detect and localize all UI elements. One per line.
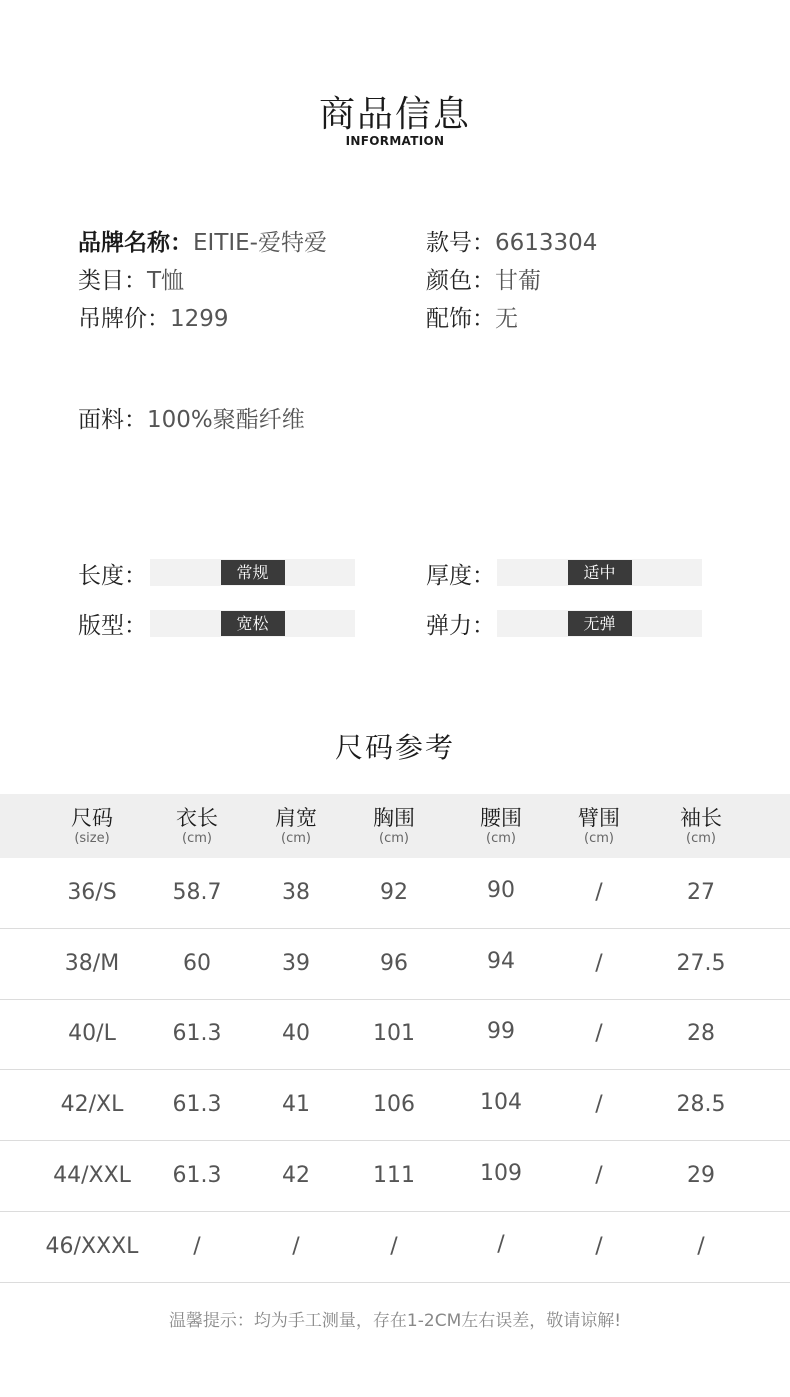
attr-fit-label: 版型： xyxy=(78,613,147,639)
attr-thickness-label: 厚度： xyxy=(426,563,495,589)
column-header-unit: (size) xyxy=(74,831,110,846)
table-row xyxy=(0,1212,790,1283)
table-cell: 38 xyxy=(282,880,310,905)
table-cell: 109 xyxy=(480,1160,522,1186)
table-cell: 27.5 xyxy=(676,950,726,976)
attr-length-chip: 常规 xyxy=(221,560,285,585)
column-header-unit: (cm) xyxy=(281,831,311,846)
column-header-unit: (cm) xyxy=(486,831,516,846)
table-cell: 99 xyxy=(487,1019,515,1045)
info-label: 款号： xyxy=(426,230,495,256)
table-cell: 90 xyxy=(487,878,515,903)
size-chart-title: 尺码参考 xyxy=(334,731,455,764)
column-header-unit: (cm) xyxy=(182,831,212,846)
measurement-note: 温馨提示：均为手工测量，存在1-2CM左右误差，敬请谅解! xyxy=(168,1311,622,1331)
table-cell: / xyxy=(292,1233,300,1259)
table-row xyxy=(0,858,790,929)
attr-elasticity-bar xyxy=(497,610,702,637)
table-cell: 40 xyxy=(282,1021,310,1047)
info-value: 1299 xyxy=(170,306,229,332)
table-cell: 61.3 xyxy=(172,1092,222,1118)
column-header xyxy=(451,794,551,847)
attr-length-bar xyxy=(150,559,355,586)
column-header xyxy=(147,794,247,847)
column-header-label: 衣长 xyxy=(176,806,218,830)
info-value: T恤 xyxy=(147,268,185,294)
column-header xyxy=(42,794,142,847)
attr-thickness-chip: 适中 xyxy=(568,560,632,585)
table-cell: 104 xyxy=(480,1090,522,1116)
column-header xyxy=(246,794,346,847)
table-cell: 28.5 xyxy=(676,1092,726,1118)
table-cell: 111 xyxy=(373,1162,415,1188)
table-cell: 94 xyxy=(487,948,515,974)
info-tag-price xyxy=(78,300,229,333)
table-row xyxy=(0,929,790,1000)
info-fabric xyxy=(78,401,305,434)
table-row xyxy=(0,1070,790,1141)
size-table-header xyxy=(0,794,790,858)
info-accessory xyxy=(426,300,518,333)
table-cell: 61.3 xyxy=(172,1021,222,1047)
column-header-label: 肩宽 xyxy=(275,806,317,830)
table-cell: / xyxy=(497,1231,505,1257)
info-value: 无 xyxy=(495,306,518,332)
table-cell: / xyxy=(193,1233,201,1259)
attr-elasticity-label: 弹力： xyxy=(426,613,495,639)
section-subtitle: INFORMATION xyxy=(345,134,445,148)
table-row xyxy=(0,999,790,1070)
info-label: 品牌名称： xyxy=(78,230,193,256)
table-cell: 101 xyxy=(373,1021,415,1047)
column-header-label: 尺码 xyxy=(71,806,113,830)
column-header-label: 腰围 xyxy=(480,806,522,830)
table-cell: 42 xyxy=(282,1162,310,1188)
table-cell: 36/S xyxy=(67,880,117,905)
column-header xyxy=(344,794,444,847)
table-cell: 40/L xyxy=(68,1021,116,1047)
column-header-label: 袖长 xyxy=(680,806,722,830)
column-header-label: 臂围 xyxy=(578,806,620,830)
table-cell: 38/M xyxy=(64,950,120,976)
table-cell: 44/XXL xyxy=(53,1162,131,1188)
table-cell: / xyxy=(595,880,603,905)
table-row xyxy=(0,1141,790,1212)
attr-fit-bar xyxy=(150,610,355,637)
info-value: 甘葡 xyxy=(495,268,541,294)
info-category xyxy=(78,262,184,295)
table-cell: 46/XXXL xyxy=(45,1233,139,1259)
table-cell: 96 xyxy=(380,950,408,976)
info-label: 颜色： xyxy=(426,268,495,294)
info-label: 类目： xyxy=(78,268,147,294)
column-header-label: 胸围 xyxy=(373,806,415,830)
info-label: 面料： xyxy=(78,407,147,433)
info-brand xyxy=(78,224,327,257)
attr-thickness-bar xyxy=(497,559,702,586)
table-cell: / xyxy=(595,1021,603,1047)
table-cell: 39 xyxy=(282,950,310,976)
table-cell: 92 xyxy=(380,880,408,905)
table-cell: 61.3 xyxy=(172,1162,222,1188)
table-cell: / xyxy=(697,1233,705,1259)
table-cell: 42/XL xyxy=(60,1092,124,1118)
table-cell: / xyxy=(595,1233,603,1259)
table-cell: 106 xyxy=(373,1092,415,1118)
section-title: 商品信息 xyxy=(318,94,471,135)
attr-fit-chip: 宽松 xyxy=(221,611,285,636)
info-value: EITIE-爱特爱 xyxy=(193,230,327,256)
table-cell: / xyxy=(390,1233,398,1259)
table-cell: / xyxy=(595,950,603,976)
info-label: 配饰： xyxy=(426,306,495,332)
attr-length-label: 长度： xyxy=(78,563,147,589)
table-cell: 28 xyxy=(687,1021,715,1047)
table-cell: / xyxy=(595,1162,603,1188)
table-cell: 41 xyxy=(282,1092,310,1118)
info-value: 100%聚酯纤维 xyxy=(147,407,305,433)
table-cell: 29 xyxy=(687,1162,715,1188)
info-value: 6613304 xyxy=(495,230,598,256)
column-header xyxy=(651,794,751,847)
info-color xyxy=(426,262,541,295)
column-header-unit: (cm) xyxy=(584,831,614,846)
column-header-unit: (cm) xyxy=(686,831,716,846)
table-cell: / xyxy=(595,1092,603,1118)
info-label: 吊牌价： xyxy=(78,306,170,332)
info-style-no xyxy=(426,224,597,257)
table-cell: 27 xyxy=(687,880,715,905)
column-header xyxy=(549,794,649,847)
attr-elasticity-chip: 无弹 xyxy=(568,611,632,636)
column-header-unit: (cm) xyxy=(379,831,409,846)
table-cell: 60 xyxy=(183,950,211,976)
table-cell: 58.7 xyxy=(172,880,222,905)
